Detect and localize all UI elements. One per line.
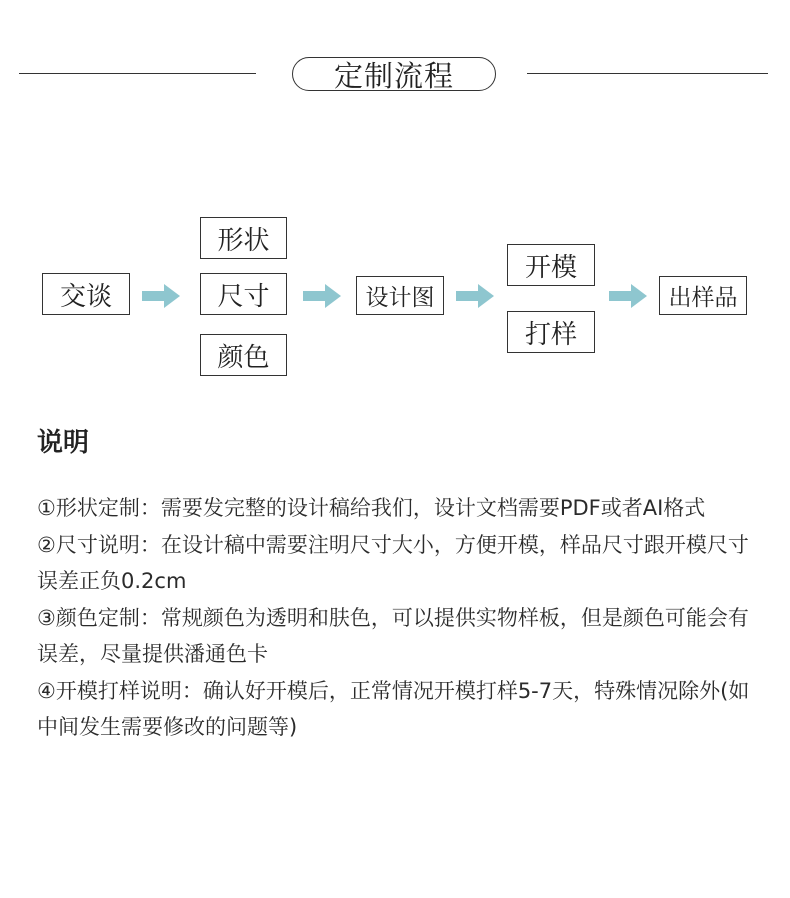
note-shape: ①形状定制：需要发完整的设计稿给我们，设计文档需要PDF或者AI格式 bbox=[37, 496, 706, 520]
note-mold-sample: ④开模打样说明：确认好开模后，正常情况开模打样5-7天，特殊情况除外(如中间发生需要修改的问题等) bbox=[37, 678, 750, 739]
flow-arrow-1 bbox=[142, 284, 180, 308]
note-size: ②尺寸说明：在设计稿中需要注明尺寸大小，方便开模，样品尺寸跟开模尺寸误差正负0.2cm bbox=[37, 532, 749, 593]
flow-arrow-3 bbox=[456, 284, 494, 308]
explanation-heading: 说明 bbox=[37, 428, 90, 458]
header-left-rule bbox=[19, 73, 256, 74]
page-title: 定制流程 bbox=[292, 57, 496, 91]
header-right-rule bbox=[527, 73, 768, 74]
flow-option-size: 尺寸 bbox=[200, 273, 287, 315]
flow-step-talk: 交谈 bbox=[42, 273, 130, 315]
flow-arrow-2 bbox=[303, 284, 341, 308]
flow-step-product-sample: 出样品 bbox=[659, 276, 747, 315]
flow-step-design-drawing: 设计图 bbox=[356, 276, 444, 315]
flow-option-shape: 形状 bbox=[200, 217, 287, 259]
flow-option-mold: 开模 bbox=[507, 244, 595, 286]
flow-option-color: 颜色 bbox=[200, 334, 287, 376]
flow-arrow-4 bbox=[609, 284, 647, 308]
flow-option-sample: 打样 bbox=[507, 311, 595, 353]
note-color: ③颜色定制：常规颜色为透明和肤色，可以提供实物样板，但是颜色可能会有误差，尽量提供潘通色卡 bbox=[37, 605, 749, 666]
explanation-notes bbox=[37, 490, 757, 746]
